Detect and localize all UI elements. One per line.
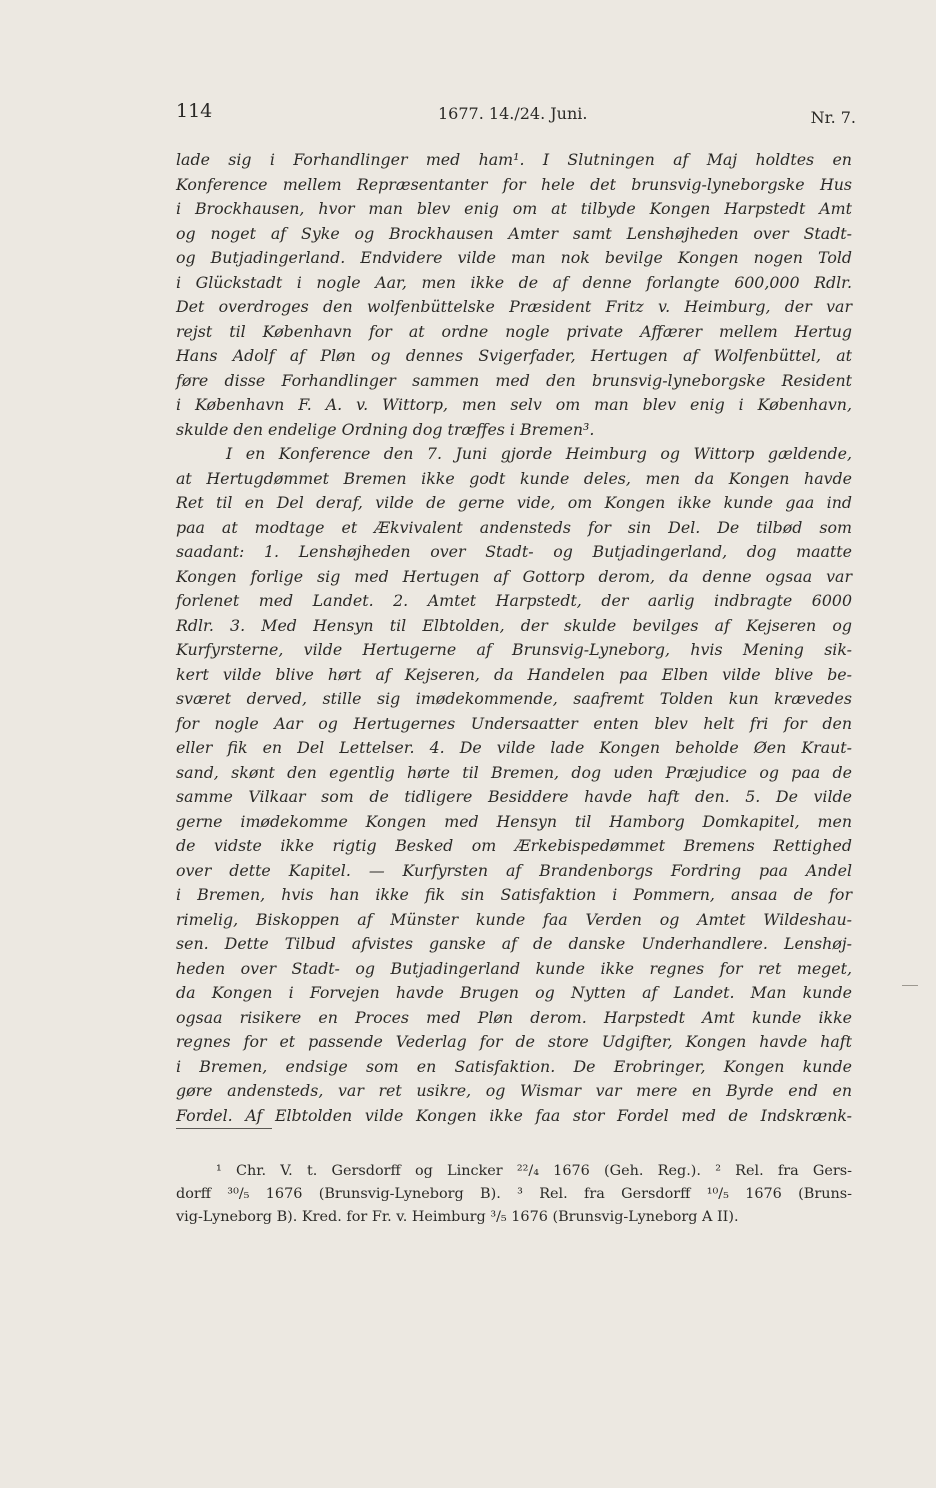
text-line: I en Konference den 7. Juni gjorde Heimburg og Wittorp gældende, — [226, 444, 852, 463]
text-line: heden over Stadt- og Butjadingerland kunde ikke regnes for ret meget, — [176, 958, 852, 978]
text-line: saadant: 1. Lenshøjheden over Stadt- og Butjadingerland, dog maatte — [176, 542, 852, 561]
text-line: de vidste ikke rigtig Besked om Ærkebispedømmet Bremens Rettighed — [176, 836, 852, 855]
text-line: Rdlr. 3. Med Hensyn til Elbtolden, der skulde bevilges af Kejseren og — [176, 615, 852, 635]
footnote-divider — [176, 1128, 272, 1129]
text-line: kert vilde blive hørt af Kejseren, da Handelen paa Elben vilde blive be- — [176, 664, 852, 684]
text-line: Konference mellem Repræsentanter for hele det brunsvig-lyneborgske Hus — [176, 174, 852, 194]
text-line: Kurfyrsterne, vilde Hertugerne af Brunsvig-Lyneborg, hvis Mening sik- — [176, 640, 852, 659]
text-line: Det overdroges den wolfenbüttelske Præsident Fritz v. Heimburg, der var — [176, 297, 852, 316]
text-line: Ret til en Del deraf, vilde de gerne vide, om Kongen ikke kunde gaa ind — [176, 493, 852, 512]
text-line: i Bremen, endsige som en Satisfaktion. De Erobringer, Kongen kunde — [176, 1056, 852, 1076]
footnote-line: vig-Lyneborg B). Kred. for Fr. v. Heimburg ³/₅ 1676 (Brunsvig-Lyneborg A II). — [176, 1209, 739, 1225]
text-line: sværet derved, stille sig imødekommende, saafremt Tolden kun krævedes — [176, 689, 852, 708]
text-line: i Glückstadt i nogle Aar, men ikke de af denne forlangte 600,000 Rdlr. — [176, 272, 852, 292]
footnotes — [176, 1160, 852, 1229]
text-line: sen. Dette Tilbud afvistes ganske af de danske Underhandlere. Lenshøj- — [176, 934, 852, 953]
text-line: at Hertugdømmet Bremen ikke godt kunde deles, men da Kongen havde — [176, 468, 852, 488]
text-line: og noget af Syke og Brockhausen Amter samt Lenshøjheden over Stadt- — [176, 223, 852, 243]
footnote-line: ¹ Chr. V. t. Gersdorff og Lincker ²²/₄ 1676 (Geh. Reg.). ² Rel. fra Gers- — [216, 1163, 852, 1179]
text-line: skulde den endelige Ordning dog træffes i Bremen³. — [176, 419, 595, 439]
text-line: og Butjadingerland. Endvidere vilde man nok bevilge Kongen nogen Told — [176, 248, 852, 267]
page-number: 114 — [176, 100, 213, 122]
text-line: Kongen forlige sig med Hertugen af Gottorp derom, da denne ogsaa var — [176, 566, 852, 586]
text-line: sand, skønt den egentlig hørte til Bremen, dog uden Præjudice og paa de — [176, 762, 852, 782]
text-line: i Brockhausen, hvor man blev enig om at tilbyde Kongen Harpstedt Amt — [176, 199, 852, 218]
text-line: da Kongen i Forvejen havde Brugen og Nytten af Landet. Man kunde — [176, 983, 852, 1002]
text-line: gerne imødekomme Kongen med Hensyn til Hamborg Domkapitel, men — [176, 811, 852, 831]
text-line: rimelig, Biskoppen af Münster kunde faa Verden og Amtet Wildeshau- — [176, 909, 852, 929]
text-line: paa at modtage et Ækvivalent andensteds for sin Del. De tilbød som — [176, 517, 852, 537]
text-line: forlenet med Landet. 2. Amtet Harpstedt, der aarlig indbragte 6000 — [176, 591, 852, 610]
text-line: for nogle Aar og Hertugernes Undersaatter enten blev helt fri for den — [176, 713, 852, 733]
text-line: Fordel. Af Elbtolden vilde Kongen ikke faa stor Fordel med de Indskrænk- — [176, 1105, 852, 1125]
text-line: eller fik en Del Lettelser. 4. De vilde lade Kongen beholde Øen Kraut- — [176, 738, 852, 757]
running-title: 1677. 14./24. Juni. — [438, 104, 588, 123]
text-line: i Bremen, hvis han ikke fik sin Satisfaktion i Pommern, ansaa de for — [176, 885, 852, 904]
text-line: gøre andensteds, var ret usikre, og Wismar var mere en Byrde end en — [176, 1081, 852, 1100]
text-line: samme Vilkaar som de tidligere Besiddere havde haft den. 5. De vilde — [176, 787, 852, 806]
margin-mark — [902, 985, 918, 986]
text-line: over dette Kapitel. — Kurfyrsten af Brandenborgs Fordring paa Andel — [176, 860, 852, 880]
page-header — [176, 100, 856, 130]
text-line: ogsaa risikere en Proces med Pløn derom. Harpstedt Amt kunde ikke — [176, 1007, 852, 1027]
text-line: Hans Adolf af Pløn og dennes Svigerfader, Hertugen af Wolfenbüttel, at — [176, 346, 852, 365]
text-line: føre disse Forhandlinger sammen med den brunsvig-lyneborgske Resident — [176, 370, 852, 390]
text-line: lade sig i Forhandlinger med ham¹. I Slutningen af Maj holdtes en — [176, 150, 852, 169]
main-text — [176, 148, 852, 1128]
text-line: i København F. A. v. Wittorp, men selv om man blev enig i København, — [176, 395, 852, 414]
text-line: rejst til København for at ordne nogle private Affærer mellem Hertug — [176, 321, 852, 341]
text-line: regnes for et passende Vederlag for de store Udgifter, Kongen havde haft — [176, 1032, 852, 1051]
footnote-line: dorff ³⁰/₅ 1676 (Brunsvig-Lyneborg B). ³ Rel. fra Gersdorff ¹⁰/₅ 1676 (Bruns- — [176, 1186, 852, 1202]
section-number: Nr. 7. — [810, 108, 856, 127]
